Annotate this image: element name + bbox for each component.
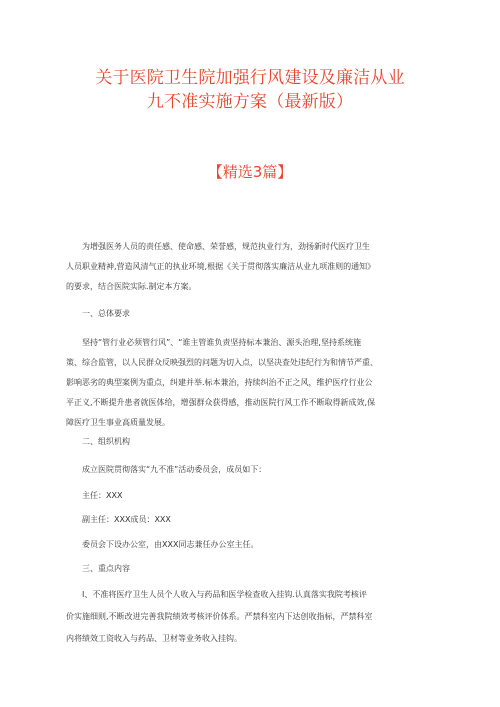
- section-heading-3: 三、重点内容: [82, 564, 130, 573]
- paragraph-overall-line-4: 平正义,不断提升患者就医体给，增强群众获得感，推动医院行风工作不断取得新成效,保: [66, 398, 376, 407]
- paragraph-director: 主任：XXX: [82, 491, 123, 500]
- paragraph-key-line-3: 内将绩效工资收入与药品、卫材等业务收入挂钩。: [66, 634, 242, 643]
- paragraph-key-line-1: I、不准将医疗卫生人员个人收入与药品和医学检查收入挂钩.认真落实我院考核评: [82, 590, 367, 599]
- paragraph-intro-line-2: 人员职业精神,营造风清气正的执业环境,根据《关于贯彻落实廉洁从业九项准则的通知》: [66, 262, 376, 271]
- paragraph-key-line-2: 价实施细则,不断改进完善我院绩效考核评价体系。严禁科室内下达创收指标，严禁科室: [66, 612, 373, 621]
- paragraph-intro-line-3: 的要求，结合医院实际.制定本方案。: [66, 282, 197, 291]
- document-title-line-2: 九不准实施方案（最新版）: [146, 92, 354, 112]
- paragraph-overall-line-2: 策、综合监管，以人民群众反映强烈的问题为切入点，以坚决查处违纪行为和情节严重、: [66, 358, 378, 367]
- document-title-line-1: 关于医院卫生院加强行风建设及廉洁从业: [95, 68, 405, 88]
- paragraph-deputy-members: 副主任：XXX成员：XXX: [82, 515, 171, 524]
- paragraph-overall-line-3: 影响恶劣的典型案例为重点，纠建并举.标本兼治，持续纠治不正之风，维护医疗行业公: [66, 378, 373, 387]
- document-subtitle: 【精选3篇】: [207, 163, 293, 181]
- paragraph-overall-line-5: 障医疗卫生事业高质量发展。: [66, 418, 170, 427]
- paragraph-overall-line-1: 坚持“管行业必须管行风”、“谁主管谁负责坚持标本兼治、源头治理,坚持系统施: [82, 338, 361, 347]
- paragraph-office: 委员会下设办公室，由XXX同志兼任办公室主任。: [82, 540, 259, 549]
- paragraph-org-intro: 成立医院贯彻落实“九不准”活动委员会，成员如下：: [82, 465, 267, 474]
- section-heading-2: 二、组织机构: [82, 437, 130, 446]
- paragraph-intro-line-1: 为增强医务人员的责任感、使命感、荣誉感，规范执业行为，劲扬新时代医疗卫生: [82, 242, 370, 251]
- section-heading-1: 一、总体要求: [82, 309, 130, 318]
